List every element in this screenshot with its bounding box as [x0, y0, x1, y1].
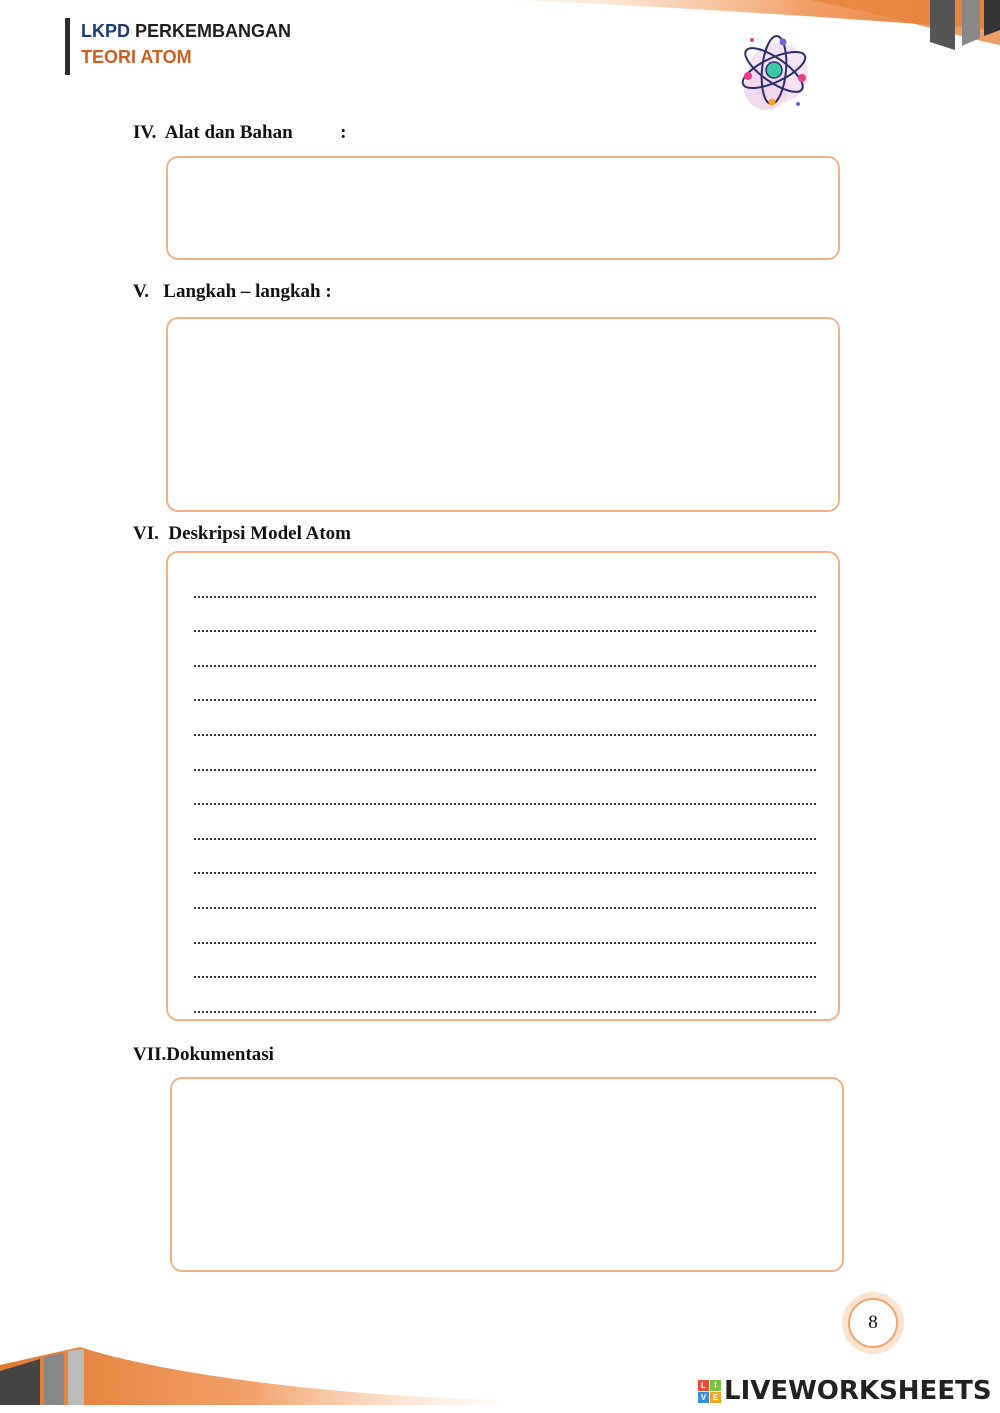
header-subtitle: TEORI ATOM	[81, 47, 192, 67]
alat-bahan-answer-box[interactable]	[166, 156, 840, 260]
section-iv-title: IV. Alat dan Bahan :	[133, 122, 347, 143]
section-vi-title: VI. Deskripsi Model Atom	[133, 523, 351, 544]
dotted-line	[194, 771, 816, 806]
header-accent-bar	[65, 18, 70, 75]
dotted-line	[194, 978, 816, 1013]
dotted-line	[194, 563, 816, 598]
logo-letter: L	[698, 1380, 709, 1391]
header-title-prefix: LKPD	[81, 21, 130, 41]
deskripsi-answer-box[interactable]	[166, 551, 840, 1021]
bottom-left-decoration	[0, 1345, 500, 1405]
logo-letter: I	[710, 1380, 721, 1391]
dotted-line	[194, 909, 816, 944]
dotted-line	[194, 598, 816, 633]
header-title	[81, 21, 291, 42]
dotted-lines	[194, 563, 816, 1013]
dotted-line	[194, 874, 816, 909]
dotted-line	[194, 805, 816, 840]
dotted-line	[194, 840, 816, 875]
dotted-line	[194, 736, 816, 771]
dotted-line	[194, 944, 816, 979]
liveworksheets-logo-text: LIVEWORKSHEETS	[724, 1376, 992, 1406]
dotted-line	[194, 632, 816, 667]
page-number-badge	[842, 1292, 904, 1354]
logo-letter: V	[698, 1392, 709, 1403]
atom-icon	[728, 28, 818, 118]
dotted-line	[194, 667, 816, 702]
dotted-line	[194, 701, 816, 736]
dokumentasi-answer-box[interactable]	[170, 1077, 844, 1272]
liveworksheets-logo-icon	[698, 1380, 721, 1403]
langkah-answer-box[interactable]	[166, 317, 840, 512]
section-vii-title: VII.Dokumentasi	[133, 1044, 274, 1065]
liveworksheets-logo[interactable]	[698, 1376, 992, 1406]
page-number: 8	[848, 1298, 898, 1348]
header-title-rest: PERKEMBANGAN	[130, 21, 292, 41]
section-v-title: V. Langkah – langkah :	[133, 281, 332, 302]
logo-letter: E	[710, 1392, 721, 1403]
